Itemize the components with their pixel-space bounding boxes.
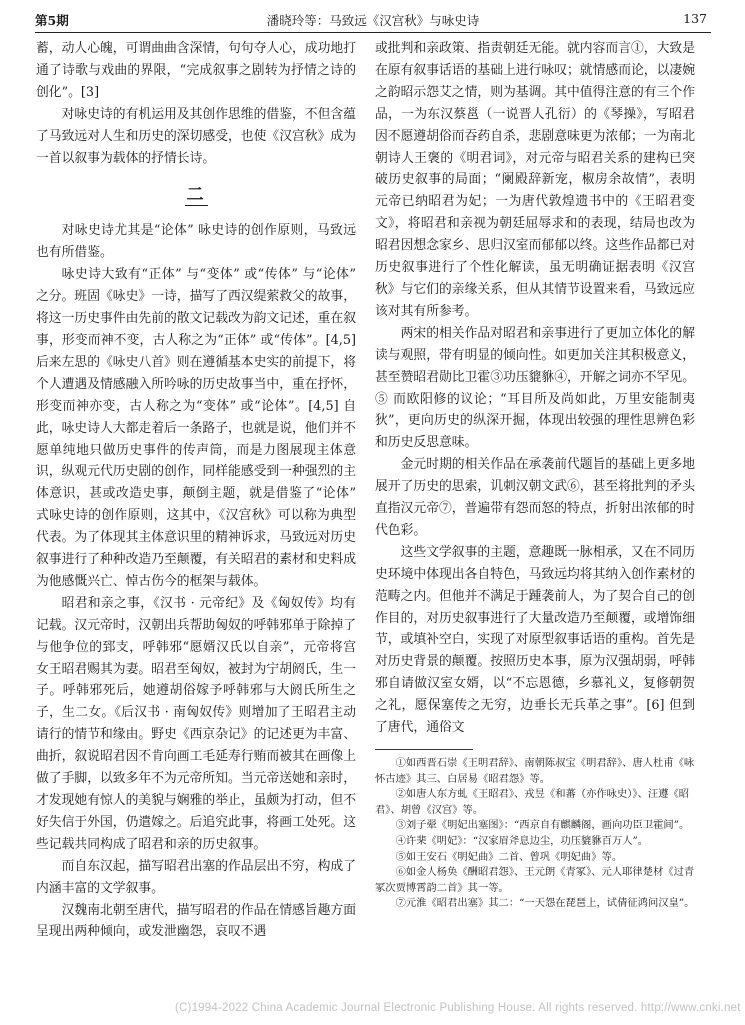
section-heading: 二 — [186, 185, 206, 206]
paragraph: 蓄，动人心魄，可谓曲曲含深情，句句夺人心，成功地打通了诗歌与戏曲的界限，“完成叙事之剧转为抒情之诗的创化”。[3] — [36, 41, 356, 100]
footnote: ⑤如王安石《明妃曲》二首、曾巩《明妃曲》等。 — [395, 850, 623, 863]
running-header — [35, 10, 711, 33]
paragraph: 这些文学叙事的主题，意趣既一脉相承，又在不同历史环境中体现出各自特色，马致远均将其纳入创作素材的范畴之内。但他并不满足于踵袭前人，为了契合自己的创作目的，对历史叙事进行了大量改造乃至颠覆，或增饰细节，或填补空白，实现了对原型叙事话语的重构。首先是对历史背景的颠覆。按照历史本事，原为汉强胡弱，呼韩邪自请做汉室女婿，以“不忘恩德，乡慕礼义，复修朝贺之礼，愿保塞传之无穷，边垂长无兵革之事”。[6] 但到了唐代，通俗文 — [375, 544, 695, 736]
issue-number: 第5期 — [35, 13, 69, 28]
paragraph: 而自东汉起，描写昭君出塞的作品层出不穷，构成了内涵丰富的文学叙事。 — [36, 858, 356, 896]
footnote: ⑥如金人杨奂《酬昭君怨》、王元朗《青冢》、元人耶律楚材《过青冢次贾博霄韵二首》其一等。 — [375, 866, 695, 894]
paragraph: 昭君和亲之事，《汉书 · 元帝纪》及《匈奴传》均有记载。汉元帝时，汉朝出兵帮助匈奴的呼韩邪单于除掉了与他争位的郅支，呼韩邪“愿婿汉氏以自亲”，元帝将宫女王昭君赐其为妻。昭君至匈奴，被封为宁胡阏氏，生一子。呼韩邪死后，她遵胡俗嫁予呼韩邪与大阏氏所生之子，生二女。《后汉书 · 南匈奴传》则增加了王昭君主动请行的情节和缘由。野史《西京杂记》的记述更为丰富、曲折，叙说昭君因不肯向画工毛延寿行贿而被其在画像上做了手脚，以致多年不为元帝所知。当元帝送她和亲时，才发现她有惊人的美貌与娴雅的举止，虽颇为打动，但不好失信于外国，仍遣嫁之。后追究此事，将画工处死。这些记载共同构成了昭君和亲的历史叙事。 — [36, 595, 356, 852]
footnote: ③刘子翚《明妃出塞图》：“西京自有麒麟阁，画向功臣卫霍间”。 — [395, 819, 690, 832]
footnote: ①如西晋石崇《王明君辞》、南朝陈叔宝《明君辞》、唐人杜甫《咏怀古迹》其三、白居易《昭君怨》等。 — [375, 757, 695, 785]
left-column — [36, 38, 356, 943]
footnote: ⑦元淮《昭君出塞》其二：“一天怨在琵琶上，试倩征鸿问汉皇”。 — [395, 897, 695, 910]
paragraph: 两宋的相关作品对昭君和亲事进行了更加立体化的解读与观照，带有明显的倾向性。如更加关注其积极意义，甚至赞昭君勋比卫霍③功压貔貅④，开解之词亦不罕见。⑤ 而欧阳修的议论；“耳目所及尚如此，万里安能制夷狄”，更向历史的纵深开掘，体现出较强的理性思辨色彩和历史反思意味。 — [375, 325, 695, 451]
paragraph: 对咏史诗尤其是“论体” 咏史诗的创作原则，马致远也有所借鉴。 — [36, 223, 356, 261]
running-title: 潘晓玲等：马致远《汉宫秋》与咏史诗 — [266, 13, 480, 28]
paragraph: 咏史诗大致有“正体” 与“变体” 或“传体” 与“论体” 之分。班固《咏史》一诗，描写了西汉缇萦救父的故事，将这一历史事件由先前的散文记载改为韵文记述，重在叙事，形变而神不变，古人称之为“正体” 或“传体”。[4,5] 后来左思的《咏史八首》则在遵循基本史实的前提下，将个人遭遇及情感融入所吟咏的历史故事当中，重在抒怀，形变而神亦变，古人称之为“变体” 或“论体”。[4,5] 自此，咏史诗人大都走着后一条路子，也就是说，他们并不愿单纯地只做历史事件的传声筒，而是力图展现主体意识，纵观元代历史剧的创作，同样能感受到一种强烈的主体意识，甚或改造史事，颠倒主题，就是借鉴了“论体” 式咏史诗的创作原则，这其中，《汉宫秋》可以称为典型代表。为了体现其主体意识里的精神诉求，马致远对历史叙事进行了种种改造乃至颠覆，有关昭君的素材和史料成为他感慨兴亡、悼古伤今的框架与载体。 — [36, 267, 356, 589]
page-number: 137 — [683, 11, 707, 26]
footnote: ②如唐人东方虬《王昭君》、戎昱《和蕃（亦作咏史）》、汪遵《昭君》、胡曾《汉宫》等。 — [375, 788, 690, 816]
right-column — [375, 38, 695, 912]
paragraph: 或批判和亲政策、指责朝廷无能。就内容而言①，大致是在原有叙事话语的基础上进行咏叹；就情感而论，以凄婉之韵昭示怨艾之情，则为基调。其中值得注意的有三个作品，一为东汉蔡邕（一说晋人孔衍）的《琴操》，写昭君因不愿遵胡俗而吞药自杀，悲剧意味更为浓郁；一为南北朝诗人王褒的《明君词》，对元帝与昭君关系的建构已突破历史叙事的局面；“阑殿辞新宠，椒房余故情”，表明元帝已纳昭君为妃；一为唐代敦煌遗书中的《王昭君变文》，将昭君和亲视为朝廷屈辱求和的表现，结局也改为昭君因想念家乡、思归汉室而郁郁以终。这些作品都已对历史叙事进行了个性化解读，虽无明确证据表明《汉宫秋》与它们的亲缘关系，但从其情节设置来看，马致远应该对其有所参考。 — [375, 41, 695, 319]
paragraph: 金元时期的相关作品在承袭前代题旨的基础上更多地展开了历史的思索，讥刺汉朝文武⑥，甚至将批判的矛头直指汉元帝⑦，普遍带有怨而怒的特点，折射出浓郁的时代色彩。 — [375, 457, 695, 538]
paragraph: 汉魏南北朝至唐代，描写昭君的作品在情感旨趣方面呈现出两种倾向，或发泄幽怨，哀叹不遇 — [36, 902, 356, 940]
watermark: (C)1994-2022 China Academic Journal Electronic Publishing House. All rights reserved. http://www.cnki.net — [175, 1002, 741, 1014]
footnote-divider — [375, 749, 473, 750]
paragraph: 对咏史诗的有机运用及其创作思维的借鉴，不但含蕴了马致远对人生和历史的深切感受，也使《汉宫秋》成为一首以叙事为载体的抒情长诗。 — [36, 106, 356, 166]
footnote: ④许棐《明妃》：“汉家眉斧息边尘，功压貔貅百万人”。 — [395, 834, 649, 847]
